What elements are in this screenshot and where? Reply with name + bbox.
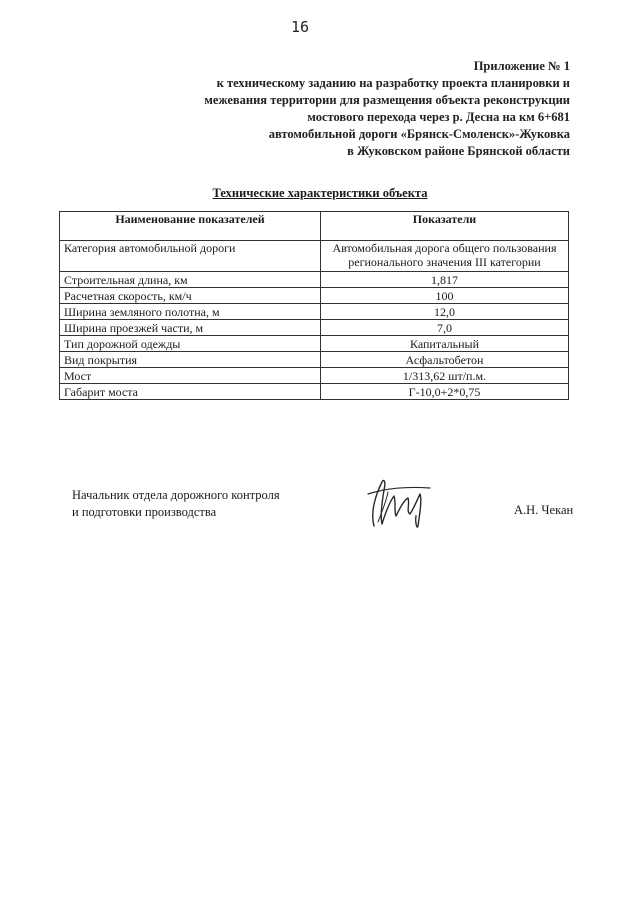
signer-name: А.Н. Чекан (514, 503, 574, 517)
table-row (60, 304, 569, 320)
row-value: 1/313,62 шт/п.м. (321, 368, 569, 384)
table-row (60, 384, 569, 400)
appendix-header (150, 58, 570, 160)
table-row (60, 352, 569, 368)
row-name: Ширина земляного полотна, м (60, 304, 321, 320)
table-row (60, 336, 569, 352)
handwritten-signature (360, 472, 440, 532)
table-row (60, 320, 569, 336)
table-title (0, 186, 640, 201)
row-name: Мост (60, 368, 321, 384)
appendix-line: автомобильной дороги «Брянск-Смоленск»-Жуковка (268, 127, 570, 141)
appendix-line: межевания территории для размещения объекта реконструкции (204, 93, 570, 107)
row-value: 1,817 (321, 272, 569, 288)
row-value: Автомобильная дорога общего пользования регионального значения III категории (321, 241, 569, 272)
row-value: 100 (321, 288, 569, 304)
row-name: Расчетная скорость, км/ч (60, 288, 321, 304)
row-name: Вид покрытия (60, 352, 321, 368)
row-value: 7,0 (321, 320, 569, 336)
table-title-text: Технические характеристики объекта (212, 186, 428, 200)
appendix-line: в Жуковском районе Брянской области (347, 144, 570, 158)
row-name: Тип дорожной одежды (60, 336, 321, 352)
position-line: и подготовки производства (72, 505, 217, 519)
row-name: Ширина проезжей части, м (60, 320, 321, 336)
row-value: Г-10,0+2*0,75 (321, 384, 569, 400)
table-header-row (60, 212, 569, 241)
row-name: Строительная длина, км (60, 272, 321, 288)
table-row (60, 241, 569, 272)
signatory-position (72, 487, 280, 521)
row-value: Капитальный (321, 336, 569, 352)
row-value: 12,0 (321, 304, 569, 320)
row-name: Габарит моста (60, 384, 321, 400)
row-value: Асфальтобетон (321, 352, 569, 368)
position-line: Начальник отдела дорожного контроля (72, 488, 280, 502)
table-row (60, 288, 569, 304)
appendix-line: мостового перехода через р. Десна на км 6+681 (307, 110, 570, 124)
appendix-line: к техническому заданию на разработку проекта планировки и (216, 76, 570, 90)
table-row (60, 272, 569, 288)
header-name: Наименование показателей (60, 212, 321, 241)
table-row (60, 368, 569, 384)
specs-table (59, 211, 569, 400)
row-name: Категория автомобильной дороги (60, 241, 321, 272)
header-value: Показатели (321, 212, 569, 241)
page-number: 16 (291, 18, 310, 36)
appendix-line: Приложение № 1 (473, 59, 570, 73)
